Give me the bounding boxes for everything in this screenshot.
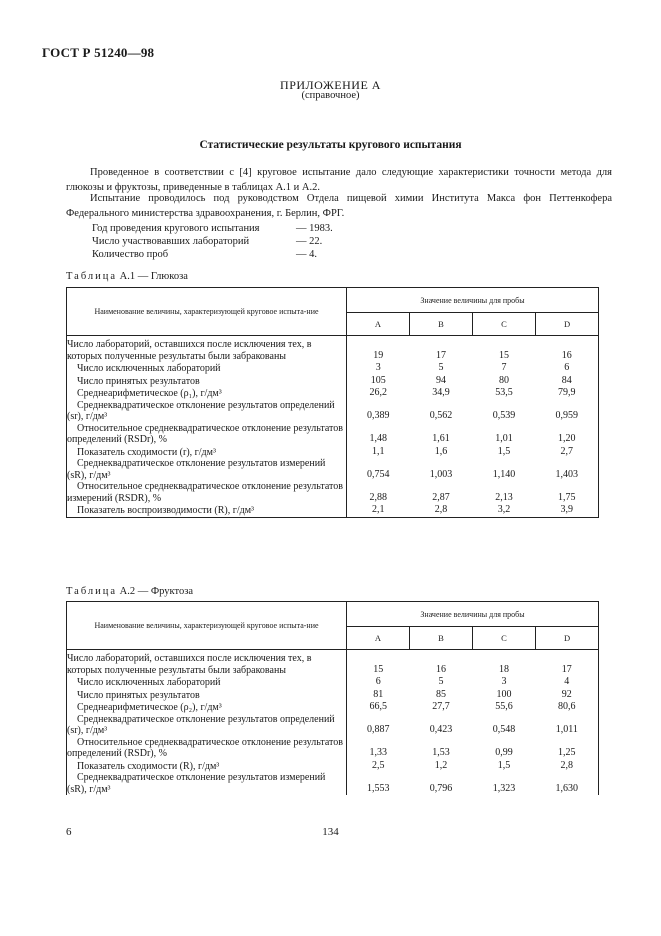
table2-cell-b: 0,796 <box>429 782 453 794</box>
table2-cell-b: 1,2 <box>434 759 448 771</box>
table2-cell-a: 1,553 <box>367 782 390 794</box>
table1-cell-d: 2,7 <box>536 446 599 459</box>
table1-cell-b: 2,87 <box>432 491 450 503</box>
table-row <box>67 504 599 517</box>
table1-group-header: Значение величины для пробы <box>347 288 599 313</box>
table2-cell-a: 6 <box>375 676 381 687</box>
table2-cell-a: 1,33 <box>369 747 387 758</box>
table1-cell-d: 6 <box>536 362 599 375</box>
table1-cell-a: 0,389 <box>367 410 390 421</box>
table1-caption-prefix: Таблица <box>66 271 118 282</box>
table1-col-c: C <box>473 313 536 336</box>
paragraph-intro: Проведенное в соответствии с [4] круговое испытание дало следующие характеристики точности метода для глюкозы и фруктозы, приведенные в таблицах А.1 и А.2. <box>66 167 612 193</box>
table1-row-label: Относительное среднеквадратическое отклонение результатов определений (RSDr), % <box>67 423 347 446</box>
table1-row-label: Число принятых результатов <box>67 375 347 388</box>
table-row <box>67 760 599 773</box>
table2-row-label: Относительное среднеквадратическое отклонение результатов определений (RSDr), % <box>67 737 347 760</box>
table-fructose <box>66 601 599 795</box>
table1-cell-c: 53,5 <box>495 387 513 398</box>
table1-cell-c: 80 <box>499 374 509 386</box>
table2-cell-c: 18 <box>499 663 509 675</box>
table-row <box>67 714 599 737</box>
appendix-subtitle: (справочное) <box>301 90 360 101</box>
table1-row-label: Число исключенных лабораторий <box>67 362 347 375</box>
table1-cell-b: 2,8 <box>410 504 473 517</box>
table2-cell-b: 27,7 <box>432 701 450 712</box>
table2-col-d: D <box>536 627 599 650</box>
table2-row-label: Показатель сходимости (R), г/дм³ <box>67 760 347 773</box>
table2-name-header: Наименование величины, характеризующей круговое испыта-ние <box>67 602 347 650</box>
table1-cell-d: 3,9 <box>536 504 599 517</box>
table2-col-c: C <box>473 627 536 650</box>
table1-caption <box>66 271 188 282</box>
table2-cell-a: 81 <box>373 688 384 700</box>
stat-label-labs: Число участвовавших лабораторий <box>92 236 250 247</box>
table1-cell-a: 1,1 <box>372 445 385 457</box>
table1-row-label: Относительное среднеквадратическое отклонение результатов измерений (RSDR), % <box>67 481 347 504</box>
table1-cell-b: 1,6 <box>434 445 448 457</box>
table1-cell-d: 1,403 <box>536 458 599 481</box>
table2-cell-a: 2,5 <box>372 759 385 771</box>
table1-cell-b: 1,003 <box>429 468 453 480</box>
table-glucose <box>66 287 599 518</box>
table1-cell-c: 0,539 <box>492 410 516 421</box>
table-row <box>67 375 599 388</box>
table2-cell-b: 5 <box>438 676 444 687</box>
table2-row-label: Число исключенных лабораторий <box>67 676 347 689</box>
stat-label-samples: Количество проб <box>92 249 169 260</box>
table2-cell-d: 4 <box>536 676 599 689</box>
table-row <box>67 701 599 714</box>
table1-col-b: B <box>410 313 473 336</box>
standard-number: ГОСТ Р 51240—98 <box>42 45 155 60</box>
table1-col-a: A <box>347 313 410 336</box>
table2-group-header: Значение величины для пробы <box>347 602 599 627</box>
table2-col-a: A <box>347 627 410 650</box>
table1-name-header: Наименование величины, характеризующей круговое испыта-ние <box>67 288 347 336</box>
table-row <box>67 458 599 481</box>
table1-caption-title: А.1 — Глюкоза <box>117 271 188 282</box>
table2-cell-d: 1,630 <box>536 772 599 795</box>
table1-cell-b: 1,61 <box>432 433 450 444</box>
table1-cell-c: 2,13 <box>495 491 513 503</box>
appendix-title: ПРИЛОЖЕНИЕ А <box>280 78 381 92</box>
table2-cell-b: 85 <box>436 688 446 700</box>
table2-cell-a: 15 <box>373 663 384 675</box>
stat-value-year: — 1983. <box>296 223 333 234</box>
page-number-left: 6 <box>66 826 72 838</box>
table2-cell-c: 3 <box>501 676 507 687</box>
table1-cell-a: 0,754 <box>367 468 390 480</box>
table2-cell-d: 17 <box>536 650 599 677</box>
table-row <box>67 446 599 459</box>
table2-row-label: Среднеквадратическое отклонение результатов измерений (sR), г/дм³ <box>67 772 347 795</box>
table-row <box>67 650 599 677</box>
table1-cell-c: 3,2 <box>473 504 536 517</box>
table-row <box>67 689 599 702</box>
table1-cell-d: 0,959 <box>536 400 599 423</box>
table1-cell-b: 5 <box>438 362 444 373</box>
section-title: Статистические результаты кругового испытания <box>199 139 462 151</box>
table2-cell-c: 1,5 <box>497 759 511 771</box>
table2-cell-d: 2,8 <box>536 760 599 773</box>
table-row <box>67 676 599 689</box>
table1-col-d: D <box>536 313 599 336</box>
table1-cell-b: 34,9 <box>432 387 450 398</box>
stat-value-samples: — 4. <box>296 249 317 260</box>
table1-cell-b: 17 <box>436 349 446 361</box>
table2-cell-c: 0,99 <box>495 747 513 758</box>
table2-cell-b: 0,423 <box>429 724 453 735</box>
table1-cell-a: 1,48 <box>369 433 387 444</box>
table1-cell-a: 19 <box>373 349 384 361</box>
table2-cell-a: 66,5 <box>369 701 387 712</box>
table2-col-b: B <box>410 627 473 650</box>
table1-cell-d: 79,9 <box>536 387 599 400</box>
table2-row-label: Среднеарифметическое (ρ₂), г/дм³ <box>67 701 347 714</box>
table1-cell-a: 2,1 <box>347 504 410 517</box>
table1-cell-d: 84 <box>536 375 599 388</box>
table-row <box>67 423 599 446</box>
table2-caption-title: А.2 — Фруктоза <box>117 586 194 597</box>
stat-value-labs: — 22. <box>296 236 323 247</box>
table1-cell-a: 3 <box>375 362 381 373</box>
table1-cell-c: 7 <box>501 362 507 373</box>
table1-row-label: Число лабораторий, оставшихся после исключения тех, в которых полученные результаты были забракованы <box>67 336 347 363</box>
table1-cell-b: 0,562 <box>429 410 453 421</box>
page-number-center: 134 <box>322 826 339 838</box>
table2-cell-d: 80,6 <box>536 701 599 714</box>
table2-cell-d: 1,25 <box>536 737 599 760</box>
table2-row-label: Число лабораторий, оставшихся после исключения тех, в которых полученные результаты были забракованы <box>67 650 347 677</box>
table2-cell-c: 100 <box>496 688 512 700</box>
table2-row-label: Среднеквадратическое отклонение результатов определений (sr), г/дм³ <box>67 714 347 737</box>
table1-cell-d: 1,20 <box>536 423 599 446</box>
table2-cell-c: 1,323 <box>492 782 516 794</box>
table2-cell-d: 1,011 <box>536 714 599 737</box>
table1-row-label: Показатель воспроизводимости (R), г/дм³ <box>67 504 347 517</box>
table1-cell-c: 1,5 <box>497 445 511 457</box>
table-row <box>67 481 599 504</box>
paragraph-organizer: Испытание проводилось под руководством Отдела пищевой химии Института Макса фон Петтенкофера Федерального министерства здравоохранения, г. Берлин, ФРГ. <box>66 193 612 219</box>
table2-cell-b: 1,53 <box>432 747 450 758</box>
table1-row-label: Среднеарифметическое (ρ₁), г/дм³ <box>67 387 347 400</box>
table2-cell-b: 16 <box>436 663 446 675</box>
table1-cell-a: 26,2 <box>369 387 387 398</box>
table2-caption <box>66 586 193 597</box>
table2-row-label: Число принятых результатов <box>67 689 347 702</box>
table1-cell-a: 105 <box>370 374 386 386</box>
table1-cell-b: 94 <box>436 374 446 386</box>
table1-cell-c: 15 <box>499 349 509 361</box>
table1-cell-d: 1,75 <box>536 481 599 504</box>
table2-cell-c: 55,6 <box>495 701 513 712</box>
table-row <box>67 336 599 363</box>
table2-cell-c: 0,548 <box>492 724 516 735</box>
stat-label-year: Год проведения кругового испытания <box>92 223 260 234</box>
table1-row-label: Показатель сходимости (r), г/дм³ <box>67 446 347 459</box>
table-row <box>67 362 599 375</box>
table-row <box>67 737 599 760</box>
table1-row-label: Среднеквадратическое отклонение результатов измерений (sR), г/дм³ <box>67 458 347 481</box>
table-row <box>67 772 599 795</box>
table2-caption-prefix: Таблица <box>66 586 118 597</box>
table1-row-label: Среднеквадратическое отклонение результатов определений (sr), г/дм³ <box>67 400 347 423</box>
table2-cell-a: 0,887 <box>367 724 390 735</box>
table1-cell-d: 16 <box>536 336 599 363</box>
table-row <box>67 387 599 400</box>
table1-cell-c: 1,140 <box>492 468 516 480</box>
table1-cell-c: 1,01 <box>495 433 513 444</box>
table2-cell-d: 92 <box>536 689 599 702</box>
table-row <box>67 400 599 423</box>
table1-cell-a: 2,88 <box>369 491 387 503</box>
